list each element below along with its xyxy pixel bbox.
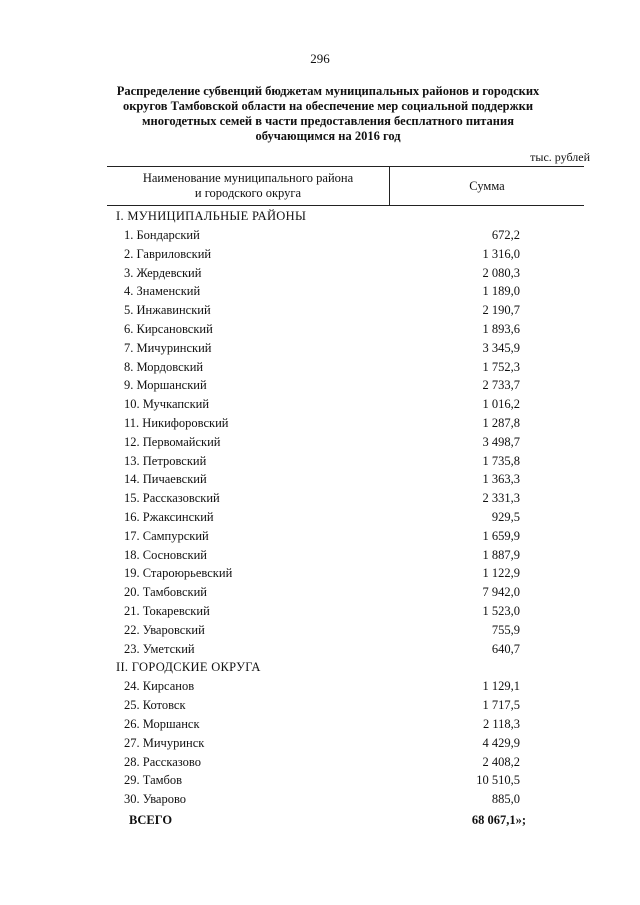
row-name: 9. Моршанский xyxy=(124,378,207,393)
row-value: 2 190,7 xyxy=(482,303,520,318)
table-row xyxy=(107,245,584,264)
header-name-line: Наименование муниципального района xyxy=(142,171,354,185)
row-name: 8. Мордовский xyxy=(124,359,204,374)
table-row xyxy=(107,376,584,395)
row-value: 4 429,9 xyxy=(482,735,520,750)
row-value: 1 717,5 xyxy=(482,698,520,713)
row-value: 3 345,9 xyxy=(482,340,520,355)
table-row xyxy=(107,320,584,339)
row-name: 12. Первомайский xyxy=(124,434,221,449)
row-value: 1 893,6 xyxy=(482,321,520,336)
table-row xyxy=(107,734,584,753)
row-value: 1 752,3 xyxy=(482,359,520,374)
total-value: 68 067,1»; xyxy=(471,813,526,827)
row-name: 15. Рассказовский xyxy=(124,491,220,506)
row-value: 1 735,8 xyxy=(482,453,520,468)
title-line: многодетных семей в части предоставления бесплатного питания xyxy=(142,114,514,128)
table-row xyxy=(107,226,584,245)
row-value: 2 733,7 xyxy=(482,378,520,393)
row-value: 1 887,9 xyxy=(482,547,520,562)
row-name: 25. Котовск xyxy=(124,698,186,713)
row-value: 1 316,0 xyxy=(482,246,520,261)
table-row xyxy=(107,583,584,602)
table-row xyxy=(107,715,584,734)
table-row xyxy=(107,564,584,583)
table-row xyxy=(107,414,584,433)
section-title: II. ГОРОДСКИЕ ОКРУГА xyxy=(116,660,261,675)
table-row xyxy=(107,602,584,621)
table-row xyxy=(107,358,584,377)
row-value: 1 523,0 xyxy=(482,603,520,618)
table-row xyxy=(107,489,584,508)
title-line: обучающимся на 2016 год xyxy=(255,129,401,143)
row-name: 2. Гавриловский xyxy=(124,246,212,261)
row-value: 2 408,2 xyxy=(482,754,520,769)
row-name: 23. Уметский xyxy=(124,641,195,656)
row-value: 755,9 xyxy=(491,622,520,637)
row-name: 5. Инжавинский xyxy=(124,303,211,318)
row-value: 2 118,3 xyxy=(482,716,520,731)
table-row xyxy=(107,264,584,283)
table-row xyxy=(107,546,584,565)
header-name-line: и городского округа xyxy=(194,186,302,200)
row-name: 11. Никифоровский xyxy=(124,415,229,430)
table-row xyxy=(107,452,584,471)
row-name: 3. Жердевский xyxy=(124,265,202,280)
row-value: 929,5 xyxy=(491,509,520,524)
row-value: 2 331,3 xyxy=(482,491,520,506)
table-row xyxy=(107,470,584,489)
row-name: 21. Токаревский xyxy=(124,603,210,618)
row-name: 17. Сампурский xyxy=(124,528,209,543)
header-name-column xyxy=(107,167,390,205)
row-name: 7. Мичуринский xyxy=(124,340,212,355)
table-body xyxy=(107,207,584,809)
row-name: 30. Уварово xyxy=(124,792,187,807)
table-row xyxy=(107,301,584,320)
unit-label: тыс. рублей xyxy=(530,150,590,164)
table-row xyxy=(107,621,584,640)
row-name: 20. Тамбовский xyxy=(124,585,207,600)
table-row xyxy=(107,527,584,546)
row-name: 27. Мичуринск xyxy=(124,735,205,750)
row-name: 10. Мучкапский xyxy=(124,397,210,412)
table-row xyxy=(107,640,584,659)
table-row xyxy=(107,677,584,696)
table-row xyxy=(107,696,584,715)
row-value: 672,2 xyxy=(491,228,520,242)
row-value: 1 287,8 xyxy=(482,415,520,430)
row-value: 3 498,7 xyxy=(482,434,520,449)
row-name: 18. Сосновский xyxy=(124,547,207,562)
table-row xyxy=(107,790,584,809)
title-line: округов Тамбовской области на обеспечение мер социальной поддержки xyxy=(122,99,534,113)
row-name: 19. Староюрьевский xyxy=(124,566,233,581)
row-value: 1 189,0 xyxy=(482,284,520,299)
row-name: 29. Тамбов xyxy=(124,773,183,788)
row-name: 22. Уваровский xyxy=(124,622,205,637)
row-name: 1. Бондарский xyxy=(124,228,200,242)
row-value: 1 016,2 xyxy=(482,397,520,412)
table-row xyxy=(107,282,584,301)
row-value: 1 659,9 xyxy=(482,528,520,543)
row-name: 6. Кирсановский xyxy=(124,321,213,336)
table-row xyxy=(107,508,584,527)
row-name: 24. Кирсанов xyxy=(124,679,195,694)
row-name: 13. Петровский xyxy=(124,453,207,468)
total-row xyxy=(107,810,584,830)
table-header xyxy=(107,166,584,206)
row-name: 26. Моршанск xyxy=(124,716,200,731)
row-value: 1 363,3 xyxy=(482,472,520,487)
row-value: 1 122,9 xyxy=(482,566,520,581)
total-label: ВСЕГО xyxy=(129,813,173,827)
document-title xyxy=(108,84,548,144)
table-row xyxy=(107,395,584,414)
row-name: 4. Знаменский xyxy=(124,284,201,299)
row-value: 10 510,5 xyxy=(476,773,520,788)
page-number: 296 xyxy=(310,51,330,66)
row-value: 7 942,0 xyxy=(482,585,520,600)
title-line: Распределение субвенций бюджетам муниципальных районов и городских xyxy=(116,84,540,98)
row-name: 16. Ржаксинский xyxy=(124,509,214,524)
table-row xyxy=(107,771,584,790)
row-value: 1 129,1 xyxy=(482,679,520,694)
row-name: 14. Пичаевский xyxy=(124,472,207,487)
section-title: I. МУНИЦИПАЛЬНЫЕ РАЙОНЫ xyxy=(116,209,307,223)
row-value: 885,0 xyxy=(491,792,520,807)
table-row xyxy=(107,753,584,772)
header-sum-column: Сумма xyxy=(469,178,505,193)
table-row xyxy=(107,339,584,358)
row-value: 640,7 xyxy=(491,641,520,656)
table-row xyxy=(107,433,584,452)
row-name: 28. Рассказово xyxy=(124,754,201,769)
row-value: 2 080,3 xyxy=(482,265,520,280)
